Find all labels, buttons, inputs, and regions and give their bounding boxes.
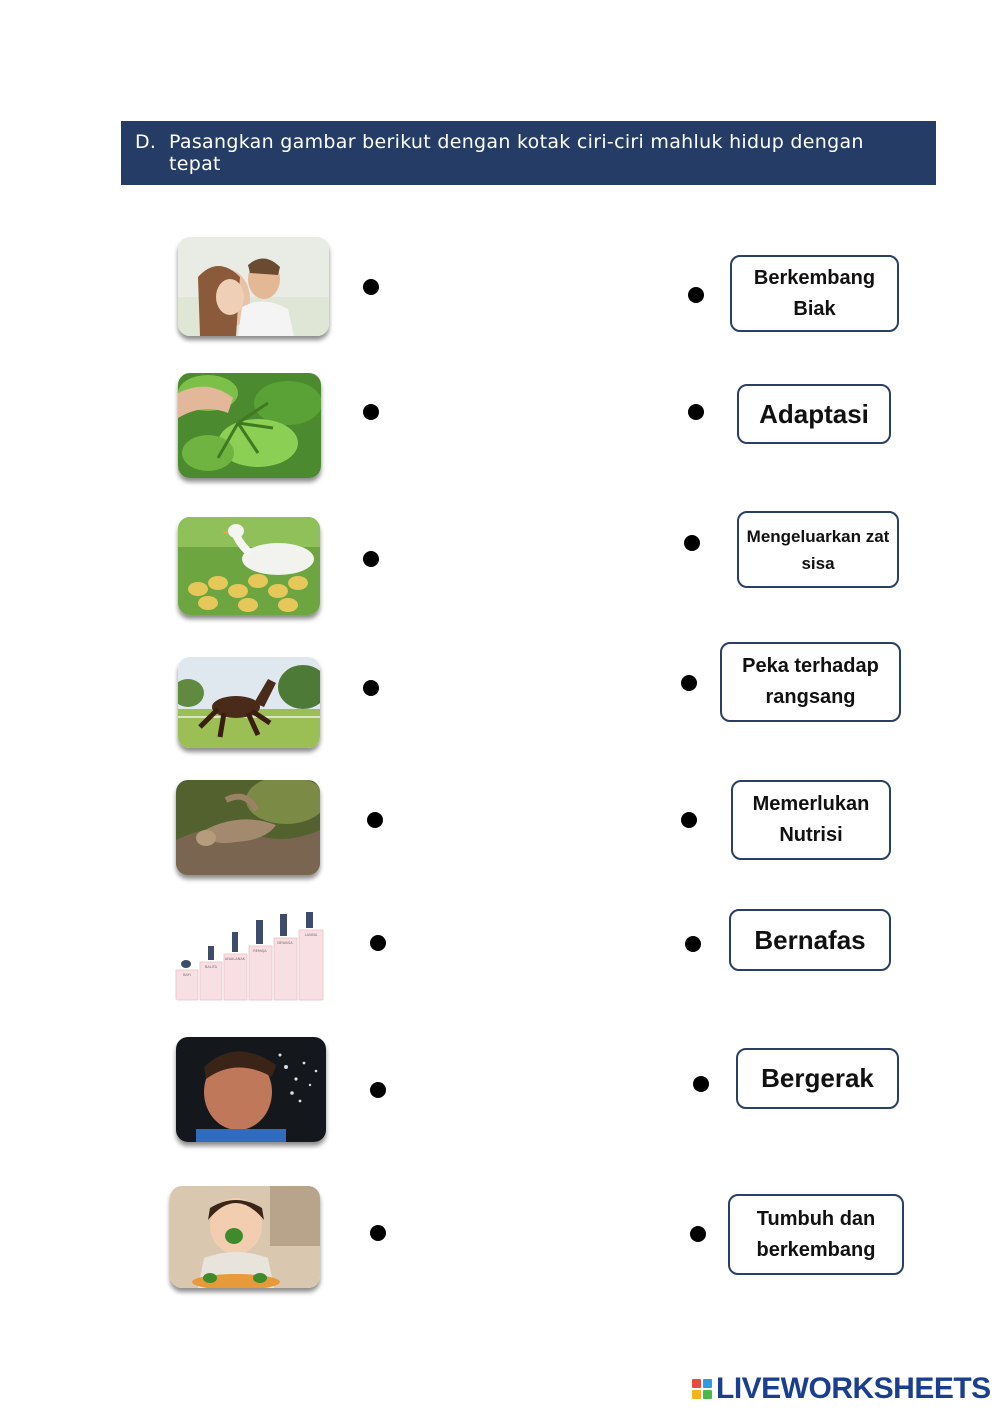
caption-remaja: REMAJA: [253, 949, 267, 953]
picture-7: [176, 1037, 326, 1142]
sweating-athlete-photo: [176, 1037, 326, 1142]
touching-plant-photo: [178, 373, 321, 478]
camouflaged-gecko-photo: [176, 780, 320, 875]
answer-7-connector-dot[interactable]: [693, 1076, 709, 1092]
picture-8-connector-dot[interactable]: [370, 1225, 386, 1241]
picture-2: [178, 373, 321, 478]
running-horse-photo: [178, 657, 320, 748]
answer-label: Peka terhadap rangsang: [742, 655, 879, 708]
answer-box-berkembang-biak: [730, 255, 899, 332]
answer-box-bernafas: [729, 909, 891, 971]
picture-1: [178, 237, 329, 336]
picture-4-connector-dot[interactable]: [363, 680, 379, 696]
goose-and-goslings-photo: [178, 517, 320, 615]
answer-box-mengeluarkan-zat-sisa: [737, 511, 899, 588]
caption-balita: BALITA: [204, 965, 218, 969]
answer-label: Bernafas: [754, 924, 866, 955]
answer-label: Memerlukan Nutrisi: [752, 793, 870, 846]
picture-6-connector-dot[interactable]: [370, 935, 386, 951]
answer-8-connector-dot[interactable]: [690, 1226, 706, 1242]
brand-name: LIVEWORKSHEETS: [716, 1372, 991, 1405]
answer-6-connector-dot[interactable]: [685, 936, 701, 952]
child-eating-broccoli-photo: [170, 1186, 320, 1288]
picture-3: [178, 517, 320, 615]
answer-box-tumbuh-dan-berkembang: [728, 1194, 904, 1275]
picture-4: [178, 657, 320, 748]
answer-label: Berkembang Biak: [753, 266, 876, 320]
instruction-text: Pasangkan gambar berikut dengan kotak ciri-ciri mahluk hidup dengan tepat: [169, 131, 864, 175]
picture-5-connector-dot[interactable]: [367, 812, 383, 828]
answer-label: Bergerak: [761, 1063, 874, 1093]
picture-7-connector-dot[interactable]: [370, 1082, 386, 1098]
answer-box-peka-terhadap-rangsang: [720, 642, 901, 722]
picture-6: [174, 908, 326, 1001]
answer-label: Tumbuh dan berkembang: [756, 1207, 876, 1261]
human-growth-stages-photo: [174, 908, 326, 1001]
instruction-banner: [121, 121, 936, 185]
liveworksheets-logo: [692, 1372, 991, 1406]
question-number: D.: [135, 131, 157, 153]
answer-1-connector-dot[interactable]: [688, 287, 704, 303]
caption-lansia: LANSIA: [304, 933, 318, 937]
caption-bayi: BAYI: [183, 973, 191, 977]
answer-3-connector-dot[interactable]: [684, 535, 700, 551]
answer-4-connector-dot[interactable]: [681, 675, 697, 691]
couple-breathing-photo: [178, 237, 329, 336]
answer-2-connector-dot[interactable]: [688, 404, 704, 420]
picture-5: [176, 780, 320, 875]
caption-anak-anak: ANAK-ANAK: [224, 957, 246, 961]
logo-mark-icon: [692, 1379, 712, 1399]
picture-8: [170, 1186, 320, 1288]
picture-3-connector-dot[interactable]: [363, 551, 379, 567]
picture-2-connector-dot[interactable]: [363, 404, 379, 420]
answer-box-adaptasi: [737, 384, 891, 444]
answer-label: Mengeluarkan zat sisa: [746, 526, 890, 573]
answer-box-bergerak: [736, 1048, 899, 1109]
answer-box-memerlukan-nutrisi: [731, 780, 891, 860]
picture-1-connector-dot[interactable]: [363, 279, 379, 295]
answer-5-connector-dot[interactable]: [681, 812, 697, 828]
answer-label: Adaptasi: [759, 398, 869, 429]
caption-dewasa: DEWASA: [277, 941, 293, 945]
